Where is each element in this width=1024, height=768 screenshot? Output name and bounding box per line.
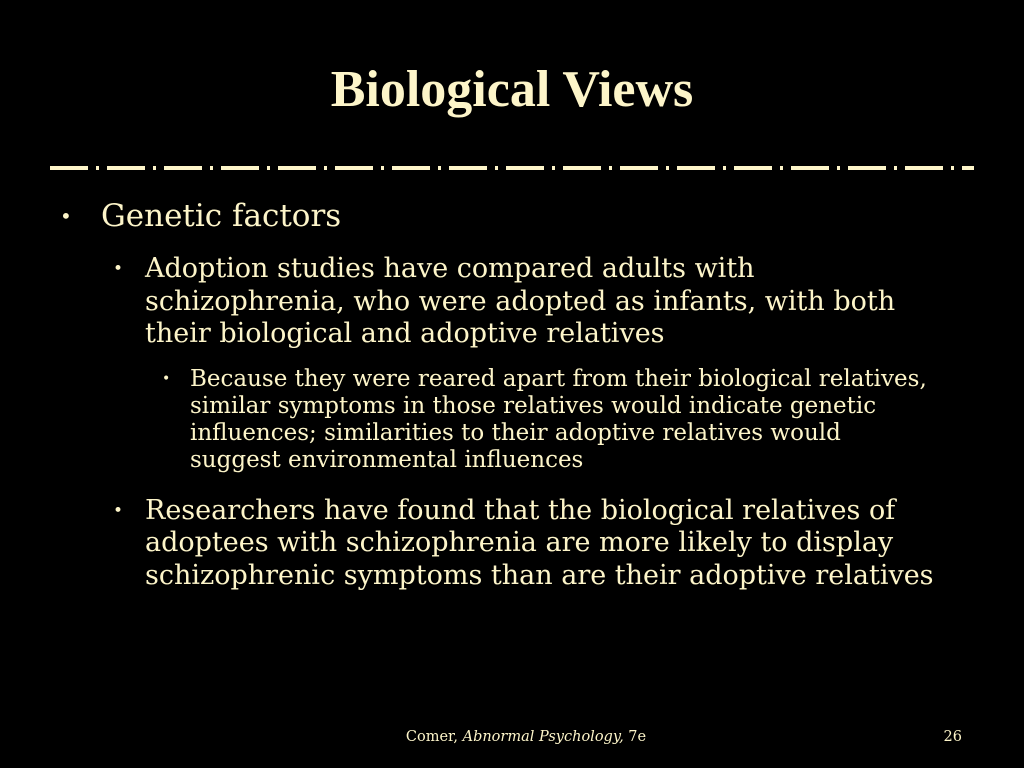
bullet-text: Genetic factors — [101, 198, 342, 234]
divider-dash — [392, 166, 430, 170]
list-item-genetic-factors — [58, 196, 988, 236]
divider-dash — [449, 166, 487, 170]
list-item-researchers-found — [102, 495, 945, 593]
divider-dot — [666, 166, 669, 170]
divider-dash — [164, 166, 202, 170]
divider-dash — [734, 166, 772, 170]
page-number: 26 — [943, 729, 962, 745]
divider-dash — [506, 166, 544, 170]
divider-dot — [837, 166, 840, 170]
footer-citation — [0, 727, 1024, 747]
bullet-text: Researchers have found that the biological relatives of adoptees with schizophrenia are more likely to display schizophrenic symptoms than are their adoptive relatives — [145, 494, 934, 591]
divider-dot — [438, 166, 441, 170]
footer-author: Comer, — [405, 729, 463, 745]
bullet-text: Adoption studies have compared adults with schizophrenia, who were adopted as infants, with both their biological and adoptive relatives — [145, 253, 896, 349]
divider-dot — [609, 166, 612, 170]
divider-dot — [153, 166, 156, 170]
bullet-icon: • — [113, 259, 124, 279]
divider-dot — [324, 166, 327, 170]
list-item-adoption-studies — [102, 253, 945, 351]
footer-book-title: Abnormal Psychology, — [462, 729, 624, 745]
divider-dash — [107, 166, 145, 170]
divider-dot — [723, 166, 726, 170]
divider-dash — [791, 166, 829, 170]
bullet-icon: • — [60, 204, 72, 228]
divider-dash — [962, 166, 974, 170]
divider-dash — [50, 166, 88, 170]
slide-title: Biological Views — [330, 61, 694, 118]
list-item-reared-apart — [145, 366, 930, 475]
divider-dash — [677, 166, 715, 170]
divider-dot — [780, 166, 783, 170]
divider-dot — [894, 166, 897, 170]
divider-dash — [905, 166, 943, 170]
bullet-text: Because they were reared apart from their biological relatives, similar symptoms in those relatives would indicate genetic influences; similarities to their adoptive relatives would suggest environmental influences — [190, 365, 927, 474]
divider-dash — [335, 166, 373, 170]
bullet-icon: • — [162, 370, 171, 387]
divider-dash — [848, 166, 886, 170]
divider-dot — [96, 166, 99, 170]
bullet-icon: • — [113, 500, 124, 521]
divider-dot — [951, 166, 954, 170]
divider-dot — [210, 166, 213, 170]
divider-dot — [267, 166, 270, 170]
divider-dot — [381, 166, 384, 170]
divider-dot — [552, 166, 555, 170]
decorative-divider — [50, 162, 974, 174]
footer-edition: 7e — [623, 729, 647, 745]
divider-dash — [221, 166, 259, 170]
divider-dot — [495, 166, 498, 170]
slide-body — [58, 196, 988, 592]
divider-dash — [563, 166, 601, 170]
divider-dash — [278, 166, 316, 170]
divider-dash — [620, 166, 658, 170]
